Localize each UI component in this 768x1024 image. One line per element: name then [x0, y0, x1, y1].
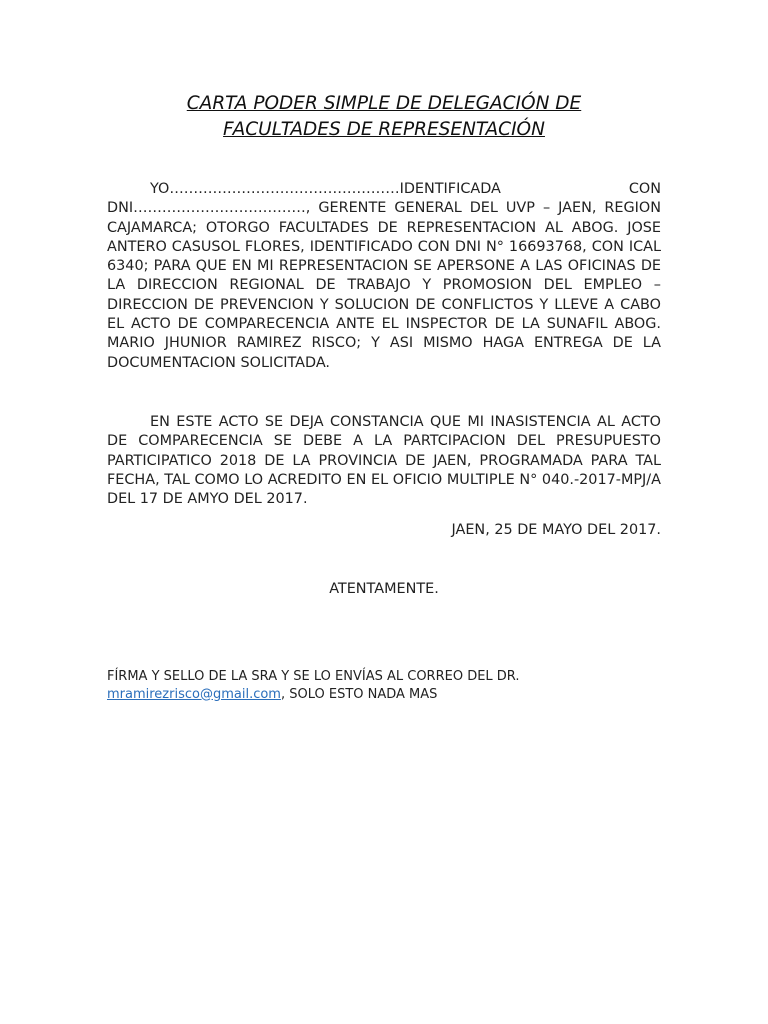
date-line: JAEN, 25 DE MAYO DEL 2017.: [451, 522, 661, 538]
body-paragraph-1: YO…………………………………………IDENTIFICADA CON DNI………………………………, GERENTE GENERAL DEL UVP – JAEN, REGION CAJAMARCA; OTORGO FACULTADES DE REPRESENTACION AL ABOG. JOSE ANTERO CASUSOL FLORES, IDENTIFICADO CON DNI N° 16693768, CON ICAL 6340; PARA QUE EN MI REPRESENTACION SE APERSONE A LAS OFICINAS DE LA DIRECCION REGIONAL DE TRABAJO Y PROMOSION DEL EMPLEO – DIRECCION DE PREVENCION Y SOLUCION DE CONFLICTOS Y LLEVE A CABO EL ACTO DE COMPARECENCIA ANTE EL INSPECTOR DE LA SUNAFIL ABOG. MARIO JHUNIOR RAMIREZ RISCO; Y ASI MISMO HAGA ENTREGA DE LA DOCUMENTACION SOLICITADA.: [107, 181, 661, 371]
title-line-1: CARTA PODER SIMPLE DE DELEGACIÓN DE: [186, 93, 582, 114]
document-title: [107, 91, 661, 143]
body-paragraph-2: EN ESTE ACTO SE DEJA CONSTANCIA QUE MI INASISTENCIA AL ACTO DE COMPARECENCIA SE DEBE A LA PARTCIPACION DEL PRESUPUESTO PARTICIPATICO 2018 DE LA PROVINCIA DE JAEN, PROGRAMADA PARA TAL FECHA, TAL COMO LO ACREDITO EN EL OFICIO MULTIPLE N° 040.-2017-MPJ/A DEL 17 DE AMYO DEL 2017.: [107, 414, 661, 508]
footer-note: [107, 668, 661, 703]
note-suffix: , SOLO ESTO NADA MAS: [280, 686, 438, 702]
email-link[interactable]: mramirezrisco@gmail.com: [107, 686, 281, 702]
closing-text: ATENTAMENTE.: [329, 581, 439, 597]
note-text: FÍRMA Y SELLO DE LA SRA Y SE LO ENVÍAS AL CORREO DEL DR.: [107, 669, 520, 684]
title-line-2: FACULTADES DE REPRESENTACIÓN: [223, 119, 545, 140]
